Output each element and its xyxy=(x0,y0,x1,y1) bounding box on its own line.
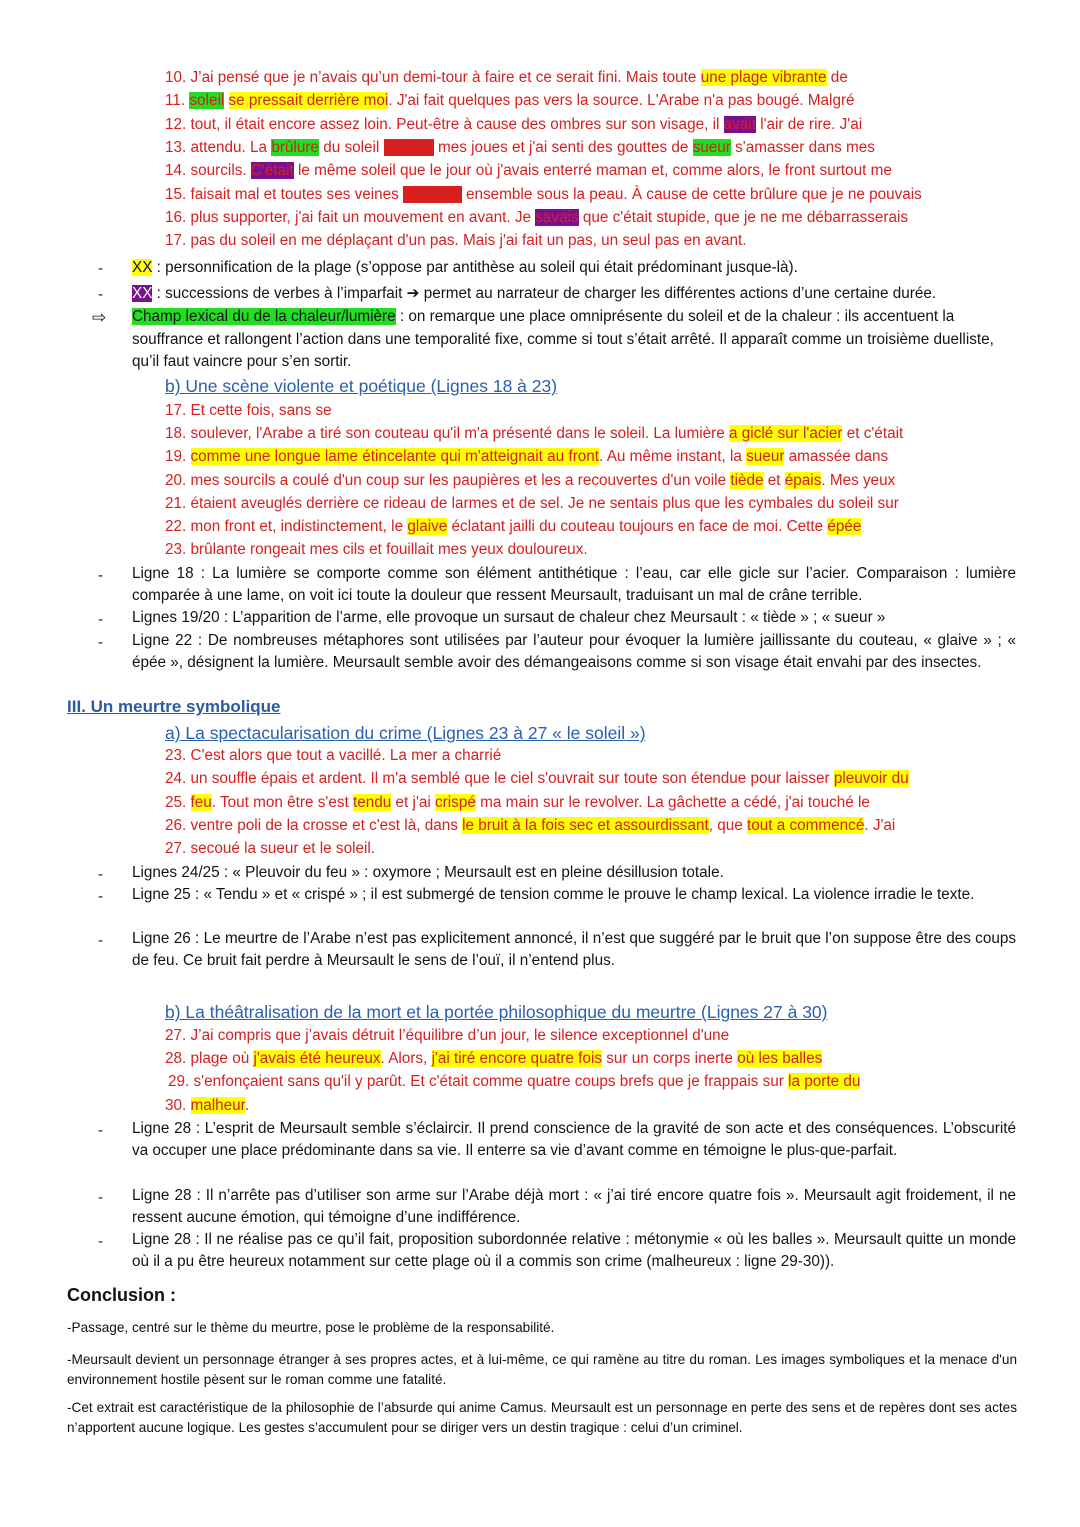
excerpt-text: un souffle épais et ardent. Il m'a semblé que le ciel s'ouvrait sur toute son étendue pour laisser xyxy=(190,770,834,788)
excerpt-text: , que xyxy=(708,816,747,834)
line-number: 27. xyxy=(165,1027,191,1044)
key-purple: XX xyxy=(132,285,153,302)
excerpt-text: et xyxy=(763,471,785,489)
excerpt-text: tout, il était encore assez loin. Peut-être à cause des ombres sur son visage, il xyxy=(190,115,724,133)
excerpt-text: sourcils. xyxy=(190,162,251,180)
line-number: 21. xyxy=(165,494,191,512)
excerpt-text: mon front et, indistinctement, le xyxy=(190,518,408,535)
bullet-dash: - xyxy=(98,260,103,277)
highlight-yellow: a giclé sur l'acier xyxy=(729,425,843,443)
excerpt-text: pas du soleil en me déplaçant d'un pas. Mais j'ai fait un pas, un seul pas en avant. xyxy=(190,232,747,250)
highlight-yellow: tiède xyxy=(730,471,764,489)
highlight-yellow: épée xyxy=(827,518,862,535)
conclusion-title: Conclusion : xyxy=(67,1285,176,1305)
highlight-yellow: feu xyxy=(190,793,212,811)
excerpt-text: que c'était stupide, que je ne me débarrasserais xyxy=(578,208,909,226)
excerpt-line xyxy=(165,1095,249,1116)
note-ligne-28-a: Ligne 28 : L’esprit de Meursault semble s’éclaircir. Il prend conscience de la gravité de son acte et des conséquences. L’obscurité va occuper une place prédominante dans sa vie. Il enterre sa vie d’avant comme en témoigne le plus-que-parfait. xyxy=(132,1120,1016,1159)
line-number: 10. xyxy=(165,69,191,86)
excerpt-line xyxy=(165,67,848,88)
excerpt-line xyxy=(165,745,501,766)
bullet-dash: - xyxy=(98,1189,103,1206)
line-number: 15. xyxy=(165,185,191,203)
excerpt-text: . Tout mon être s'est xyxy=(211,793,354,811)
subtitle-spectacular-crime: a) La spectacularisation du crime (Lignes 23 à 27 « le soleil ») xyxy=(165,723,646,743)
line-number: 12. xyxy=(165,115,191,133)
excerpt-text: l'air de rire. J'ai xyxy=(755,115,863,133)
subtitle-theatrical-death: b) La théâtralisation de la mort et la portée philosophique du meurtre (Lignes 27 à 30) xyxy=(165,1002,828,1022)
excerpt-text: . Alors, xyxy=(380,1050,432,1068)
line-number: 17. xyxy=(165,232,191,250)
highlight-yellow: le bruit à la fois sec et assourdissant xyxy=(462,816,709,834)
excerpt-text: étaient aveuglés derrière ce rideau de larmes et de sel. Je ne sentais plus que les cymbales du soleil sur xyxy=(190,494,899,512)
excerpt-text: brûlante rongeait mes cils et fouillait mes yeux douloureux. xyxy=(190,541,588,559)
excerpt-text xyxy=(224,92,228,109)
highlight-green: soleil xyxy=(189,92,225,110)
highlight-yellow: j'ai tiré encore quatre fois xyxy=(431,1050,602,1068)
subtitle-violent-poetic-scene: b) Une scène violente et poétique (Lignes 18 à 23) xyxy=(165,376,558,396)
excerpt-text: ensemble sous la peau. À cause de cette brûlure que je ne pouvais xyxy=(461,185,922,203)
excerpt-text: de xyxy=(826,69,848,86)
line-number: 26. xyxy=(165,816,191,834)
note-ligne-28-c: Ligne 28 : Il ne réalise pas ce qu’il fait, proposition subordonnée relative : métonymie « où les balles ». Meursault quitte un monde où il a pu être heureux notamment sur cette plage où il a commis son crime (malheureux : ligne 29-30)). xyxy=(132,1231,1016,1270)
excerpt-line xyxy=(165,423,903,444)
note-personification: XX : personnification de la plage (s’oppose par antithèse au soleil qui était prédominant jusque-là). xyxy=(132,259,798,276)
bullet-dash: - xyxy=(98,611,103,628)
excerpt-text: Et cette fois, sans se xyxy=(190,402,332,419)
excerpt-line xyxy=(165,1025,729,1046)
highlight-yellow: pleuvoir du xyxy=(833,770,909,788)
excerpt-text: . J'ai fait quelques pas vers la source. L'Arabe n'a pas bougé. Malgré xyxy=(388,92,855,110)
line-number: 16. xyxy=(165,208,191,226)
excerpt-line xyxy=(165,90,855,111)
note-lignes-19-20: Lignes 19/20 : L’apparition de l’arme, elle provoque un sursaut de chaleur chez Meursault : « tiède » ; « sueur » xyxy=(132,609,886,626)
excerpt-text: éclatant jailli du couteau toujours en face de moi. Cette xyxy=(447,518,828,535)
line-number: 19. xyxy=(165,448,191,466)
line-number: 13. xyxy=(165,138,191,156)
excerpt-line xyxy=(165,815,895,836)
excerpt-line xyxy=(165,400,332,421)
note-imparfait: XX : successions de verbes à l’imparfait ➔ permet au narrateur de charger les différentes actions d’une certaine durée. xyxy=(132,284,937,302)
note-ligne-22: Ligne 22 : De nombreuses métaphores sont utilisées par l’auteur pour évoquer la lumière jaillissante du couteau, « glaive » ; « épée », désignent la lumière. Meursault semble avoir des démangeaisons comme si son visage était envahi par des insectes. xyxy=(132,632,1016,671)
conclusion-paragraph: -Cet extrait est caractéristique de la philosophie de l’absurde qui anime Camus. Meursault est un personnage en perte des sens et de repères dont ses actes n’apportent aucune logique. Les gestes s’accumulent pour se diriger vers un destin tragique : celui d’un criminel. xyxy=(67,1400,1017,1435)
excerpt-line xyxy=(165,160,892,181)
excerpt-text: ventre poli de la crosse et c'est là, dans xyxy=(190,816,463,834)
bullet-dash: - xyxy=(98,634,103,651)
excerpt-line xyxy=(165,516,861,537)
excerpt-text: soulever, l'Arabe a tiré son couteau qu'il m'a présenté dans le soleil. La lumière xyxy=(190,425,730,443)
highlight-yellow: malheur xyxy=(190,1096,245,1114)
line-number: 17. xyxy=(165,402,191,419)
highlight-green: brûlure xyxy=(271,138,319,156)
bullet-dash: - xyxy=(98,1233,103,1250)
highlight-yellow: la porte du xyxy=(788,1073,861,1091)
excerpt-text: . Au même instant, la xyxy=(599,448,747,466)
arrow-right-icon: ➔ xyxy=(406,284,420,302)
highlight-purple: avait xyxy=(723,115,756,133)
line-number: 20. xyxy=(165,471,191,489)
excerpt-line xyxy=(165,446,888,467)
bullet-dash: - xyxy=(98,567,103,584)
excerpt-text: . J'ai xyxy=(864,816,896,834)
excerpt-text: ma main sur le revolver. La gâchette a cédé, j'ai touché le xyxy=(475,793,870,811)
highlight-yellow: crispé xyxy=(435,793,476,811)
excerpt-line xyxy=(165,137,875,158)
conclusion-paragraph: -Meursault devient un personnage étranger à ses propres actes, et à lui-même, ce qui ramène au titre du roman. Les images symboliques et la menace d'un environnement hostile pèsent sur le roman comme une fatalité. xyxy=(67,1352,1017,1387)
excerpt-line xyxy=(165,207,908,228)
excerpt-text: plus supporter, j'ai fait un mouvement en avant. Je xyxy=(190,208,536,226)
excerpt-line xyxy=(165,114,862,135)
highlight-yellow: glaive xyxy=(407,518,448,535)
bullet-dash: - xyxy=(98,866,103,883)
note-ligne-26: Ligne 26 : Le meurtre de l’Arabe n’est pas explicitement annoncé, il n’est que suggéré par le bruit que l’on suppose être des coups de feu. Ce bruit fait perdre à Meursault le sens de l’ouï, il n’entend plus. xyxy=(132,930,1016,969)
excerpt-text: amassée dans xyxy=(784,448,889,466)
section-title-symbolic-murder: III. Un meurtre symbolique xyxy=(67,697,281,716)
line-number: 18. xyxy=(165,425,191,443)
excerpt-text: C'est alors que tout a vacillé. La mer a charrié xyxy=(190,747,502,764)
highlight-yellow: se pressait derrière moi xyxy=(228,92,389,110)
excerpt-line xyxy=(165,539,588,560)
bullet-dash: - xyxy=(98,932,103,949)
excerpt-text: s'enfonçaient sans qu'il y parût. Et c'était comme quatre coups brefs que je frappais sur xyxy=(193,1073,789,1091)
note-champ-lexical: Champ lexical du de la chaleur/lumière : on remarque une place omniprésente du soleil et de la chaleur : ils accentuent la souffrance et rallongent l’action dans une temporalité fixe, comme si tout s’était arrêté. Il apparaît comme un troisième duelliste, qu’il faut vaincre pour s’en sortir. xyxy=(132,308,994,370)
bullet-dash: - xyxy=(98,1122,103,1139)
line-number: 24. xyxy=(165,770,191,788)
excerpt-line xyxy=(165,184,922,205)
highlight-yellow: comme une longue lame étincelante qui m'atteignait au front xyxy=(190,448,600,466)
excerpt-text: faisait mal et toutes ses veines xyxy=(190,185,404,203)
line-number: 11. xyxy=(165,92,190,110)
excerpt-text: attendu. La xyxy=(190,138,272,156)
highlight-red: gagnait xyxy=(383,138,434,156)
excerpt-line xyxy=(165,493,899,514)
excerpt-line xyxy=(165,470,895,491)
highlight-yellow: épais xyxy=(784,471,822,489)
arrow-bullet-icon: ⇨ xyxy=(92,308,107,327)
note-ligne-28-b: Ligne 28 : Il n’arrête pas d’utiliser son arme sur l’Arabe déjà mort : « j’ai tiré encore quatre fois ». Meursault agit froidement, il ne ressent aucune émotion, qui témoigne d’une indifférence. xyxy=(132,1187,1016,1226)
key-yellow: XX xyxy=(132,259,153,276)
highlight-yellow: tout a commencé xyxy=(747,816,865,834)
excerpt-line xyxy=(165,230,747,251)
note-lignes-24-25: Lignes 24/25 : « Pleuvoir du feu » : oxymore ; Meursault est en pleine désillusion totale. xyxy=(132,864,724,881)
highlight-green: sueur xyxy=(692,138,731,156)
key-green: Champ lexical du de la chaleur/lumière xyxy=(132,308,396,325)
line-number: 14. xyxy=(165,162,191,180)
excerpt-text: plage où xyxy=(190,1050,254,1068)
excerpt-text: le même soleil que le jour où j'avais enterré maman et, comme alors, le front surtout me xyxy=(293,162,892,180)
highlight-yellow: j'avais été heureux xyxy=(253,1050,381,1068)
excerpt-line xyxy=(165,838,375,859)
excerpt-line xyxy=(165,1048,822,1069)
excerpt-text: secoué la sueur et le soleil. xyxy=(190,840,376,858)
line-number: 30. xyxy=(165,1096,191,1114)
line-number: 25. xyxy=(165,793,191,811)
excerpt-line xyxy=(165,768,909,789)
line-number: 28. xyxy=(165,1050,191,1068)
highlight-yellow: sueur xyxy=(746,448,785,466)
highlight-purple: C'était xyxy=(250,162,294,180)
excerpt-text: sur un corps inerte xyxy=(602,1050,738,1068)
line-number: 22. xyxy=(165,518,191,535)
excerpt-text: s'amasser dans mes xyxy=(730,138,875,156)
excerpt-text: J’ai compris que j’avais détruit l’équilibre d’un jour, le silence exceptionnel d'une xyxy=(190,1027,730,1044)
excerpt-text: et j'ai xyxy=(391,793,436,811)
line-number: 27. xyxy=(165,840,191,858)
line-number: 23. xyxy=(165,541,191,559)
line-number: 29. xyxy=(168,1073,194,1091)
excerpt-text: du soleil xyxy=(318,138,384,156)
excerpt-text: J’ai pensé que je n’avais qu’un demi-tour à faire et ce serait fini. Mais toute xyxy=(190,69,701,86)
line-number: 23. xyxy=(165,747,191,764)
excerpt-text: et c'était xyxy=(842,425,904,443)
bullet-dash: - xyxy=(98,286,103,303)
highlight-yellow: tendu xyxy=(353,793,392,811)
note-ligne-25: Ligne 25 : « Tendu » et « crispé » ; il est submergé de tension comme le prouve le champ lexical. La violence irradie le texte. xyxy=(132,886,975,903)
note-ligne-18: Ligne 18 : La lumière se comporte comme son élément antithétique : l’eau, car elle gicle sur l’acier. Comparaison : lumière comparée à une lame, on voit ici toute la douleur que ressent Meursault, traduisant un mal de crâne terrible. xyxy=(132,565,1016,604)
excerpt-text: mes joues et j'ai senti des gouttes de xyxy=(433,138,693,156)
excerpt-text: . Mes yeux xyxy=(821,471,896,489)
highlight-purple: savais xyxy=(535,208,579,226)
highlight-red: battaient xyxy=(403,185,462,203)
excerpt-line xyxy=(165,792,870,813)
highlight-yellow: où les balles xyxy=(737,1050,823,1068)
excerpt-line xyxy=(168,1071,860,1092)
bullet-dash: - xyxy=(98,888,103,905)
highlight-yellow: une plage vibrante xyxy=(700,69,827,86)
excerpt-text: mes sourcils a coulé d'un coup sur les paupières et les a recouvertes d'un voile xyxy=(190,471,731,489)
conclusion-paragraph: -Passage, centré sur le thème du meurtre, pose le problème de la responsabilité. xyxy=(67,1320,555,1335)
excerpt-text: . xyxy=(244,1096,250,1114)
